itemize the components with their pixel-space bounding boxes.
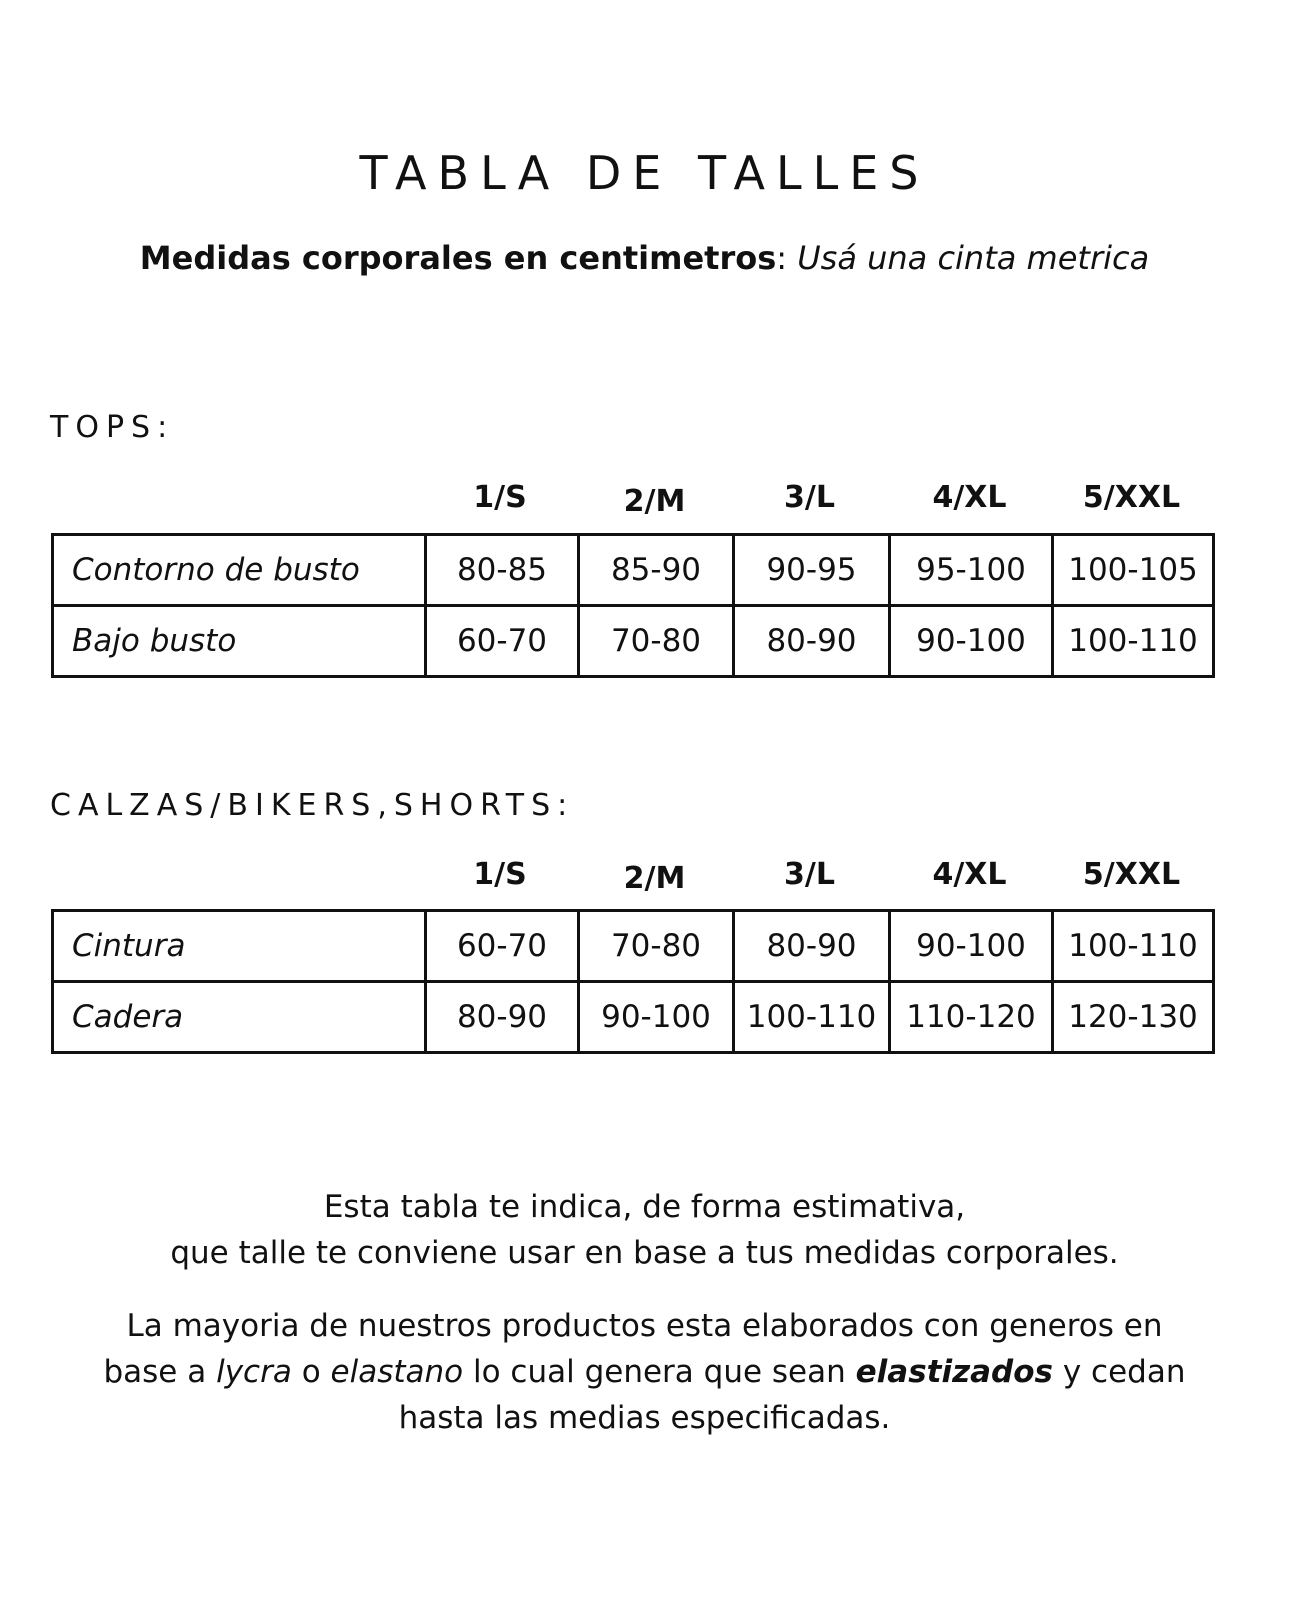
tops-size-2: 2/M bbox=[623, 484, 686, 519]
page-title: TABLA DE TALLES bbox=[359, 146, 930, 200]
fabric-note-text: o bbox=[291, 1354, 331, 1390]
table-cell: 90-100 bbox=[890, 606, 1053, 677]
tops-size-4: 4/XL bbox=[932, 480, 1007, 515]
table-cell: 100-110 bbox=[734, 982, 890, 1053]
row-label: Cadera bbox=[53, 982, 426, 1053]
fabric-note-text: y cedan bbox=[1053, 1354, 1186, 1390]
table-cell: 60-70 bbox=[426, 911, 579, 982]
table-cell: 80-85 bbox=[426, 535, 579, 606]
elastizados-term: elastizados bbox=[855, 1354, 1053, 1390]
tops-size-header bbox=[0, 478, 1289, 518]
table-cell: 90-100 bbox=[579, 982, 734, 1053]
tops-size-3: 3/L bbox=[784, 480, 835, 515]
fabric-note-line-3: hasta las medias especificadas. bbox=[398, 1400, 891, 1436]
table-cell: 100-110 bbox=[1053, 911, 1214, 982]
subtitle-italic: Usá una cinta metrica bbox=[797, 239, 1150, 277]
estimate-note bbox=[0, 1184, 1289, 1276]
subtitle-bold: Medidas corporales en centimetros bbox=[139, 239, 777, 277]
tops-size-1: 1/S bbox=[473, 480, 527, 515]
table-cell: 120-130 bbox=[1053, 982, 1214, 1053]
table-row bbox=[53, 535, 1214, 606]
row-label: Cintura bbox=[53, 911, 426, 982]
bottoms-section-label: CALZAS/BIKERS,SHORTS: bbox=[50, 788, 575, 823]
estimate-note-line-1: Esta tabla te indica, de forma estimativa, bbox=[323, 1189, 966, 1225]
table-row bbox=[53, 606, 1214, 677]
elastano-term: elastano bbox=[330, 1354, 464, 1390]
lycra-term: lycra bbox=[216, 1354, 292, 1390]
table-row bbox=[53, 982, 1214, 1053]
bottoms-size-table bbox=[51, 909, 1215, 1054]
table-cell: 60-70 bbox=[426, 606, 579, 677]
table-cell: 90-95 bbox=[734, 535, 890, 606]
bottoms-size-5: 5/XXL bbox=[1082, 857, 1181, 892]
row-label: Contorno de busto bbox=[53, 535, 426, 606]
row-label: Bajo busto bbox=[53, 606, 426, 677]
table-cell: 100-105 bbox=[1053, 535, 1214, 606]
table-cell: 80-90 bbox=[734, 606, 890, 677]
table-cell: 95-100 bbox=[890, 535, 1053, 606]
tops-size-table bbox=[51, 533, 1215, 678]
bottoms-size-header bbox=[0, 855, 1289, 895]
table-cell: 80-90 bbox=[734, 911, 890, 982]
table-cell: 90-100 bbox=[890, 911, 1053, 982]
table-cell: 70-80 bbox=[579, 911, 734, 982]
table-row bbox=[53, 911, 1214, 982]
table-cell: 85-90 bbox=[579, 535, 734, 606]
table-cell: 70-80 bbox=[579, 606, 734, 677]
bottoms-size-3: 3/L bbox=[784, 857, 835, 892]
bottoms-size-1: 1/S bbox=[473, 857, 527, 892]
subtitle-separator: : bbox=[776, 239, 798, 277]
table-cell: 100-110 bbox=[1053, 606, 1214, 677]
tops-size-5: 5/XXL bbox=[1082, 480, 1181, 515]
fabric-note bbox=[0, 1303, 1289, 1441]
page-subtitle bbox=[0, 238, 1289, 278]
table-cell: 110-120 bbox=[890, 982, 1053, 1053]
fabric-note-line-1: La mayoria de nuestros productos esta elaborados con generos en bbox=[126, 1308, 1163, 1344]
fabric-note-line-2 bbox=[0, 1349, 1289, 1395]
fabric-note-text: base a bbox=[103, 1354, 217, 1390]
tops-section-label: TOPS: bbox=[50, 410, 175, 445]
estimate-note-line-2: que talle te conviene usar en base a tus medidas corporales. bbox=[170, 1235, 1119, 1271]
bottoms-size-4: 4/XL bbox=[932, 857, 1007, 892]
fabric-note-text: lo cual genera que sean bbox=[463, 1354, 856, 1390]
bottoms-size-2: 2/M bbox=[623, 861, 686, 896]
table-cell: 80-90 bbox=[426, 982, 579, 1053]
